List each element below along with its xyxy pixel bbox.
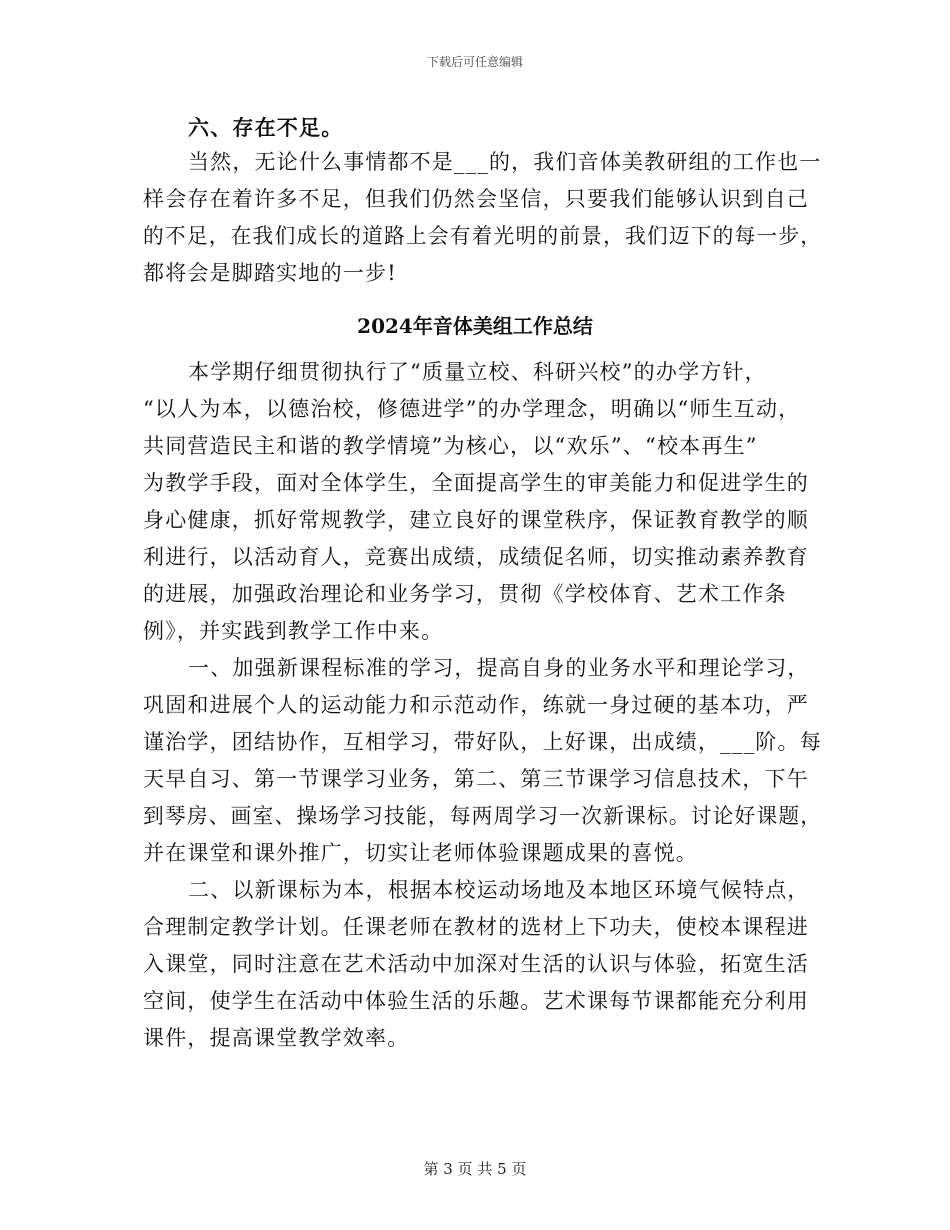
paragraph-line: 样会存在着许多不足，但我们仍然会坚信，只要我们能够认识到自己 bbox=[143, 187, 809, 211]
paragraph-line: 共同营造民主和谐的教学情境”为核心，以“欢乐”、“校本再生” bbox=[143, 434, 758, 458]
paragraph-line: 的不足，在我们成长的道路上会有着光明的前景，我们迈下的每一步， bbox=[143, 224, 823, 248]
document-title: 2024年音体美组工作总结 bbox=[357, 314, 593, 338]
paragraph-line: 并在课堂和课外推广，切实让老师体验课题成果的喜悦。 bbox=[143, 841, 698, 865]
paragraph-line: 为教学手段，面对全体学生，全面提高学生的审美能力和促进学生的 bbox=[143, 471, 809, 495]
paragraph-line: 利进行，以活动育人，竞赛出成绩，成绩促名师，切实推动素养教育 bbox=[143, 545, 809, 569]
paragraph-line: 当然，无论什么事情都不是___的，我们音体美教研组的工作也一 bbox=[188, 150, 822, 174]
paragraph-line: 巩固和进展个人的运动能力和示范动作，练就一身过硬的基本功，严 bbox=[143, 693, 809, 717]
paragraph-line: 身心健康，抓好常规教学，建立良好的课堂秩序，保证教育教学的顺 bbox=[143, 508, 809, 532]
paragraph-line: 入课堂，同时注意在艺术活动中加深对生活的认识与体验，拓宽生活 bbox=[143, 952, 809, 976]
paragraph-line: 例》，并实践到教学工作中来。 bbox=[143, 619, 444, 643]
paragraph-line: 空间，使学生在活动中体验生活的乐趣。艺术课每节课都能充分利用 bbox=[143, 989, 809, 1013]
paragraph-line: 谨治学，团结协作，互相学习，带好队，上好课，出成绩，___阶。每 bbox=[143, 730, 822, 754]
paragraph-line: 到琴房、画室、操场学习技能，每两周学习一次新课标。讨论好课题， bbox=[143, 804, 823, 828]
section-heading: 六、存在不足。 bbox=[188, 115, 344, 140]
paragraph-line: 二、以新课标为本，根据本校运动场地及本地区环境气候特点， bbox=[188, 878, 810, 902]
paragraph-line: 合理制定教学计划。任课老师在教材的选材上下功夫，使校本课程进 bbox=[143, 915, 809, 939]
page-number: 第 3 页 共 5 页 bbox=[423, 1160, 527, 1178]
paragraph-line: 一、加强新课程标准的学习，提高自身的业务水平和理论学习， bbox=[188, 656, 810, 680]
paragraph-line: 都将会是脚踏实地的一步! bbox=[143, 261, 397, 285]
paragraph-line: 课件，提高课堂教学效率。 bbox=[143, 1026, 410, 1050]
paragraph-line: 本学期仔细贯彻执行了“质量立校、科研兴校”的办学方针， bbox=[188, 360, 767, 384]
paragraph-line: 的进展，加强政治理论和业务学习，贯彻《学校体育、艺术工作条 bbox=[143, 582, 787, 606]
paragraph-line: “以人为本，以德治校，修德进学”的办学理念，明确以“师生互动， bbox=[143, 397, 801, 421]
paragraph-line: 天早自习、第一节课学习业务，第二、第三节课学习信息技术，下午 bbox=[143, 767, 809, 791]
page-header-note: 下载后可任意编辑 bbox=[426, 55, 523, 69]
